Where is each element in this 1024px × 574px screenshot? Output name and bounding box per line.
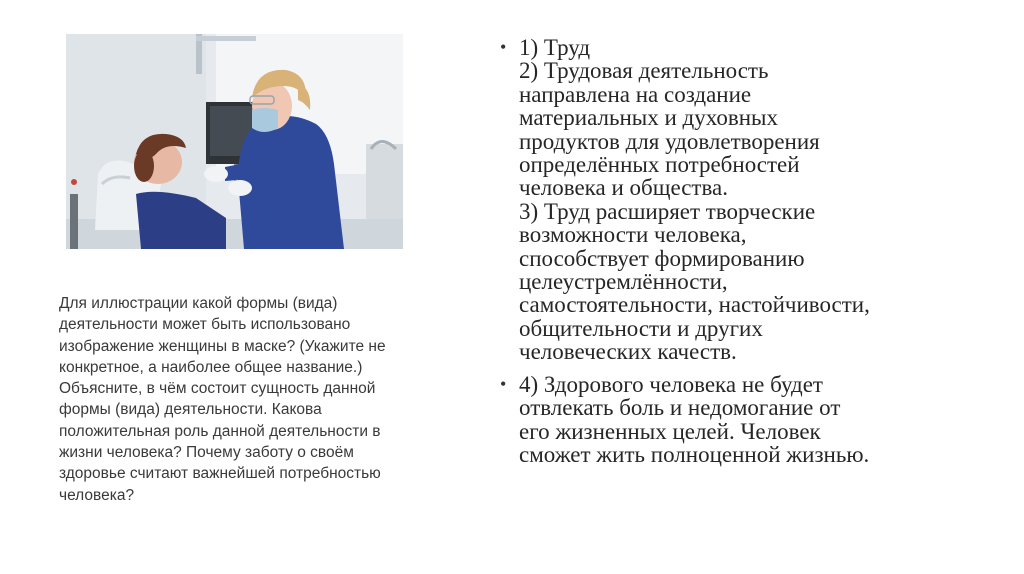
answer-item [500,373,1000,467]
bullet-icon: • [500,373,507,394]
answer-line: возможности человека, [519,222,747,248]
answer-line: 4) Здорового человека не будет [519,371,823,397]
question-text [59,293,479,506]
question-line: Для иллюстрации какой формы (вида) [59,295,338,312]
answer-line: 1) Труд [519,35,591,60]
answer-line: человека и общества. [519,175,728,201]
answer-line: его жизненных целей. Человек [519,418,821,444]
question-line: Объясните, в чём состоит сущность данной [59,380,376,398]
answer-item [500,36,1000,364]
question-line: жизни человека? Почему заботу о своём [59,444,354,462]
bullet-icon: • [500,37,507,57]
question-line: положительная роль данной деятельности в [59,422,381,440]
question-line: деятельности может быть использовано [59,316,351,334]
answer-line: способствует формированию [519,245,805,271]
answer-line: самостоятельности, настойчивости, [519,292,870,318]
answer-line: общительности и других [519,315,763,341]
dentist-illustration [66,34,403,249]
answer-line: отвлекать боль и недомогание от [519,395,841,421]
question-line: здоровье считают важнейшей потребностью [59,465,381,483]
answer-line: 3) Труд расширяет творческие [519,198,816,224]
question-line: формы (вида) деятельности. Какова [59,401,322,419]
answer-line: материальных и духовных [519,105,778,131]
answer-line: направлена на создание [519,81,752,107]
answer-line: человеческих качеств. [519,339,737,365]
question-line: изображение женщины в маске? (Укажите не [59,337,386,355]
question-line: конкретное, а наиболее общее название.) [59,358,363,376]
answer-line: сможет жить полноценной жизнью. [519,441,870,467]
dentist-photo [66,34,403,249]
question-line: человека? [59,486,135,504]
answer-line: целеустремлённости, [519,269,728,295]
answer-line: 2) Трудовая деятельность [519,58,769,84]
answer-line: определённых потребностей [519,152,800,178]
answer-line: продуктов для удовлетворения [519,128,820,154]
answer-list [500,36,1000,466]
